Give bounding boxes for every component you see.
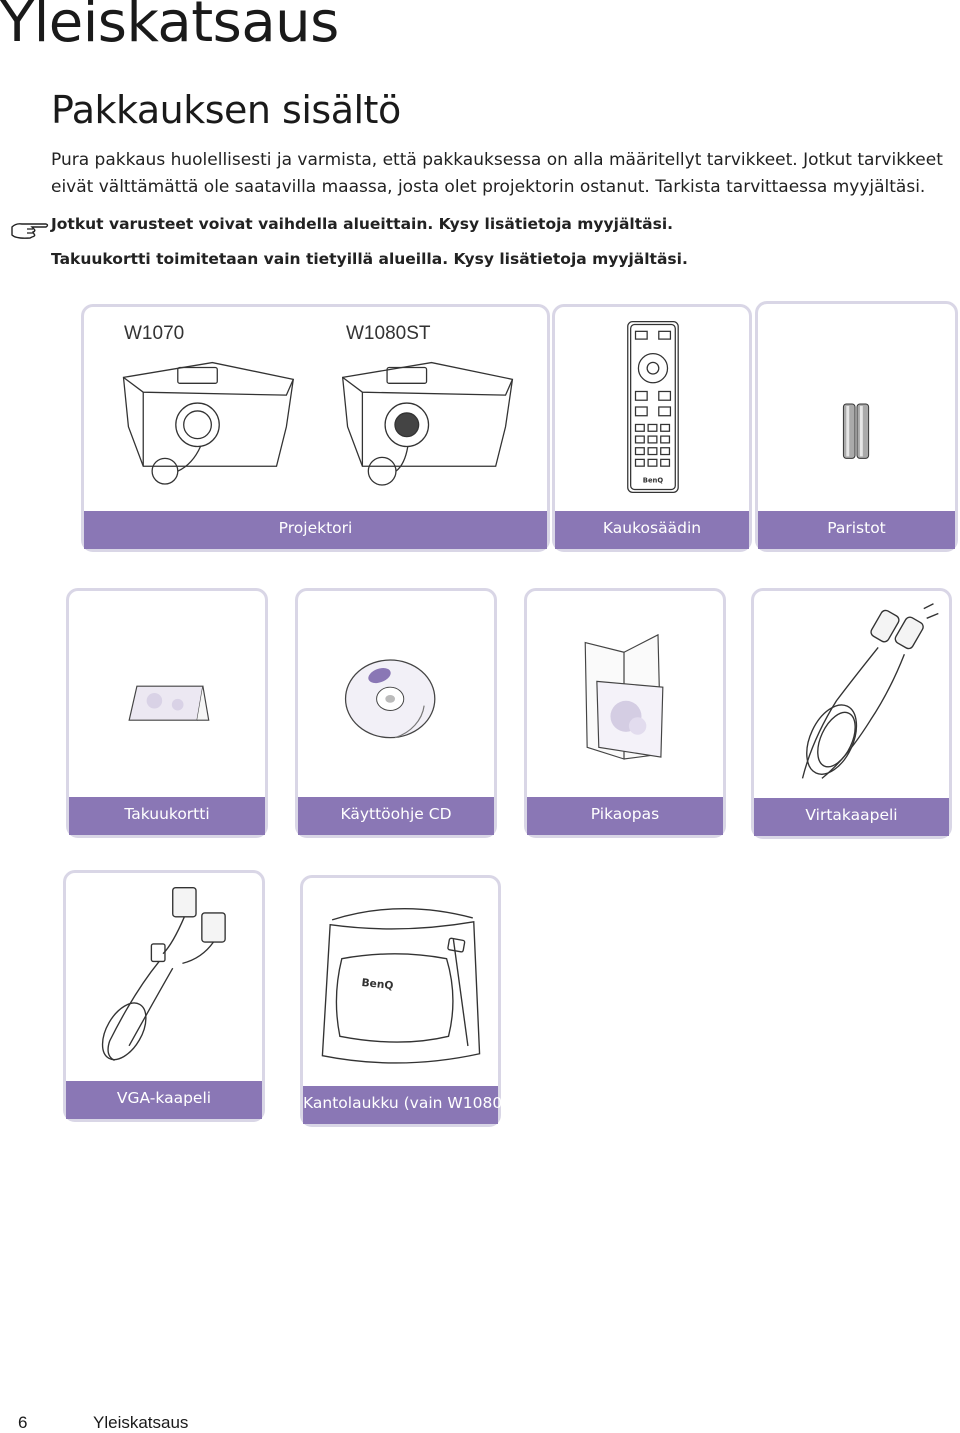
item-card-carry-bag: [300, 875, 528, 1127]
item-label-quick-guide: Pikaopas: [527, 797, 723, 835]
item-label-vga-cable: VGA-kaapeli: [66, 1081, 262, 1119]
item-label-remote-control: Kaukosäädin: [555, 511, 749, 549]
item-card-projector: [81, 304, 550, 552]
quick-guide-icon: [527, 591, 723, 796]
section-title: Pakkauksen sisältö: [51, 88, 401, 132]
page-number: 6: [18, 1413, 28, 1432]
item-label-warranty-card: Takuukortti: [69, 797, 265, 835]
remote-control-icon: [555, 307, 749, 507]
warranty-card-icon: [69, 591, 265, 796]
item-card-batteries: [755, 301, 958, 552]
chapter-title: Yleiskatsaus: [0, 0, 339, 55]
cd-icon: [298, 591, 494, 796]
item-label-carry-bag: Kantolaukku (vain W1080ST): [303, 1086, 498, 1124]
note-warranty: Takuukortti toimitetaan vain tietyillä alueilla. Kysy lisätietoja myyjältäsi.: [51, 250, 688, 268]
item-card-vga-cable: [63, 870, 265, 1122]
item-card-user-manual-cd: [295, 588, 497, 838]
carry-bag-icon: [303, 878, 498, 1083]
bag-brand-text: BenQ: [360, 975, 395, 993]
batteries-icon: [758, 304, 955, 504]
item-label-power-cable: Virtakaapeli: [754, 798, 949, 836]
item-label-user-manual-cd: Käyttöohje CD: [298, 797, 494, 835]
footer-section-title: Yleiskatsaus: [93, 1413, 189, 1432]
pointing-hand-icon: [8, 217, 50, 241]
remote-brand-text: BenQ: [642, 476, 664, 485]
item-card-remote-control: [552, 304, 752, 552]
item-label-projector: Projektori: [84, 511, 547, 549]
item-label-batteries: Paristot: [758, 511, 955, 549]
item-card-power-cable: [751, 588, 952, 839]
model-label-w1080st: W1080ST: [346, 323, 431, 344]
vga-cable-icon: [66, 873, 262, 1078]
model-label-w1070: W1070: [124, 323, 185, 344]
item-card-warranty-card: [66, 588, 268, 838]
note-regional: Jotkut varusteet voivat vaihdella alueittain. Kysy lisätietoja myyjältäsi.: [51, 215, 674, 233]
projector-icon: [84, 307, 547, 507]
power-cable-icon: [754, 591, 949, 796]
item-card-quick-guide: [524, 588, 726, 838]
intro-paragraph: Pura pakkaus huolellisesti ja varmista, että pakkauksessa on alla määritellyt tarvikkeet. Jotkut tarvikkeet eivät välttämättä ole saatavilla maassa, josta olet projektorin ostanut. Tarkista tarvittaessa myyjältäsi.: [51, 150, 943, 197]
